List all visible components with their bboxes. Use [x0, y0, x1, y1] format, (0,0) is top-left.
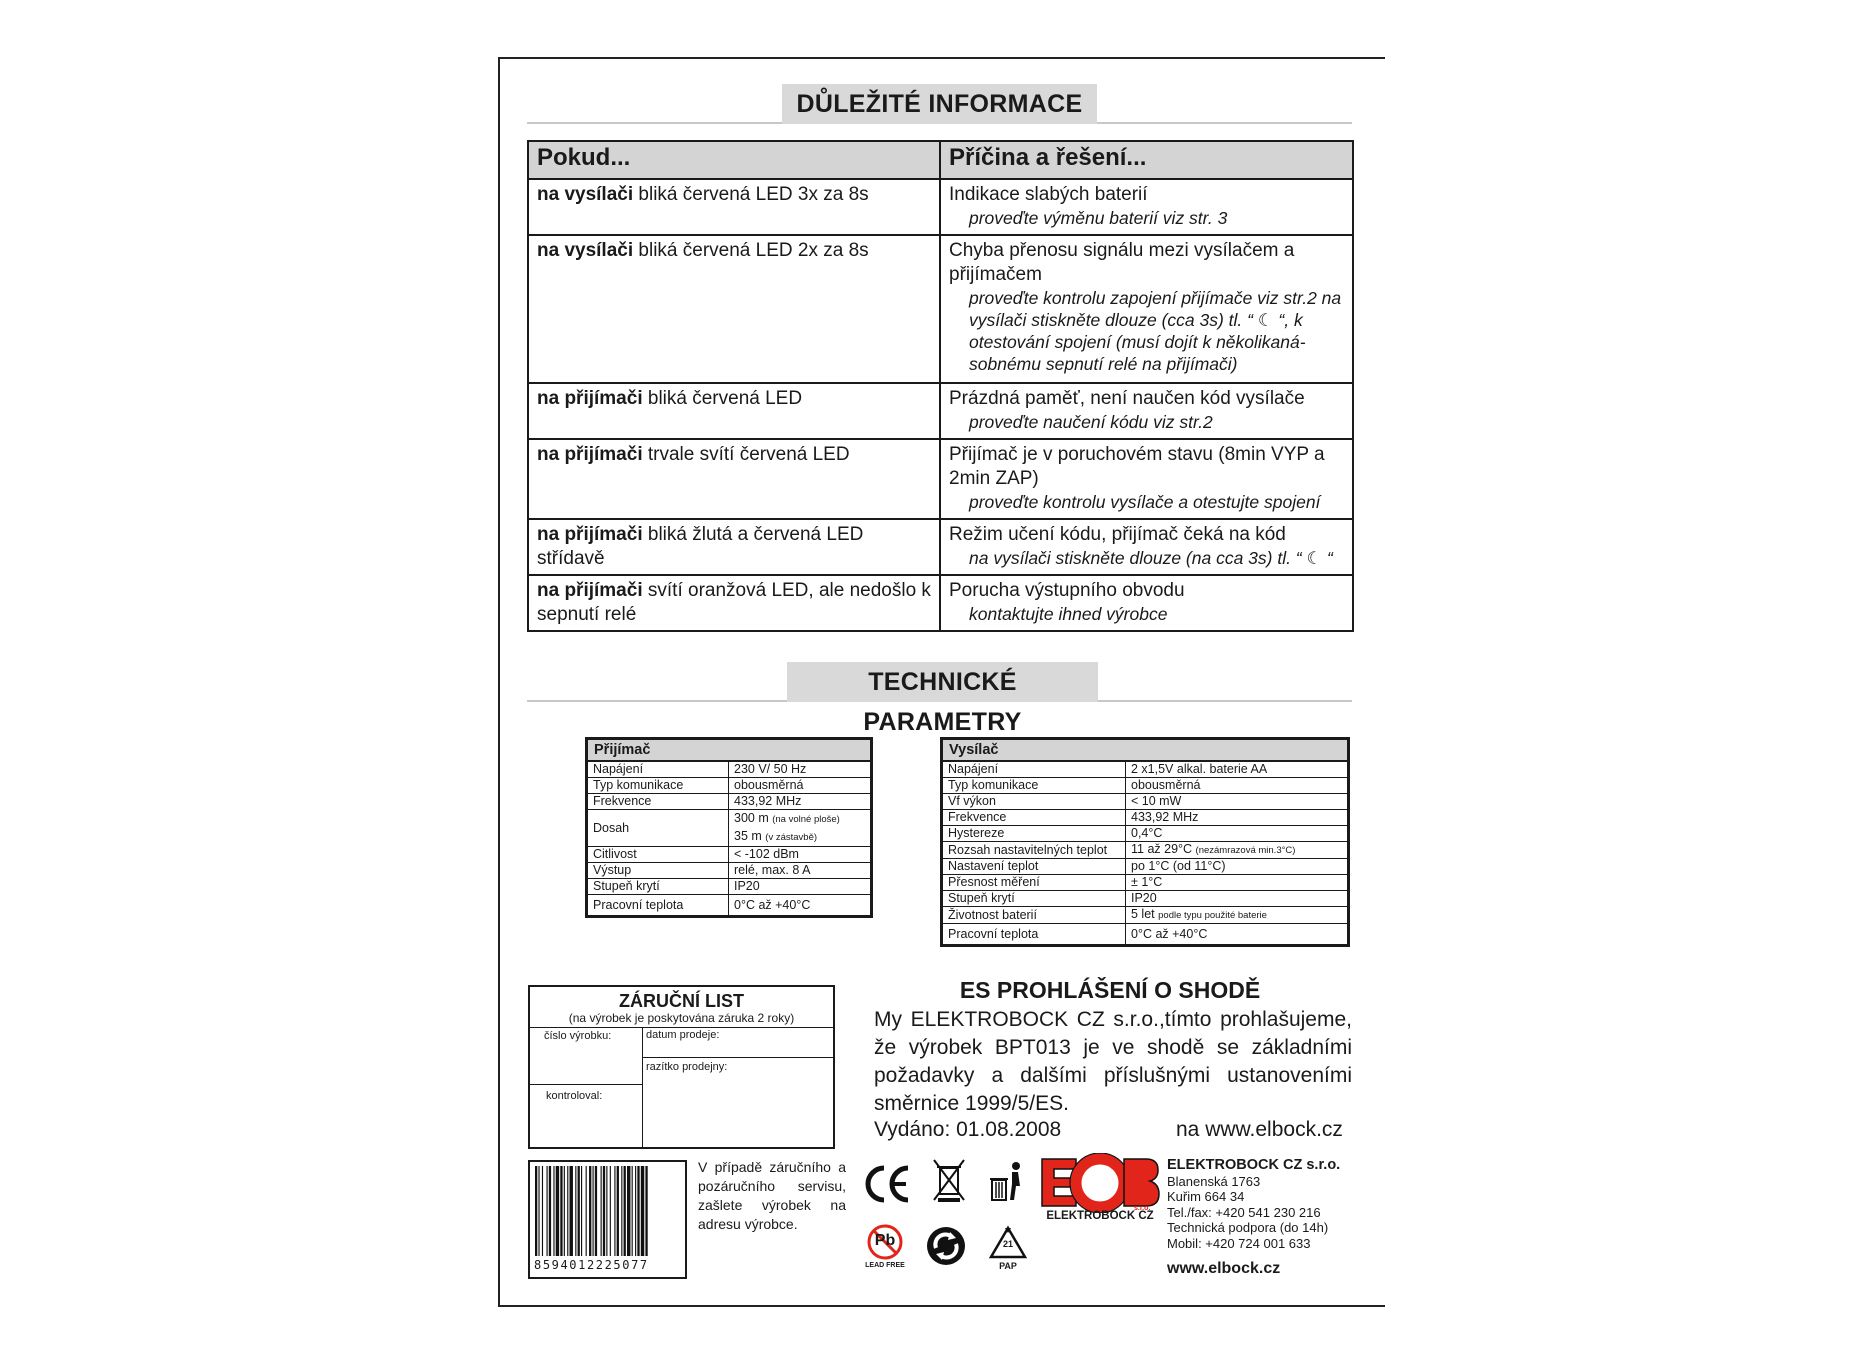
lead-free-icon — [866, 1223, 904, 1275]
warranty-subtitle: (na výrobek je poskytována záruka 2 roky) — [568, 1011, 795, 1025]
barcode-bar — [553, 1166, 554, 1256]
temp-range: 11 až 29°C — [1131, 842, 1193, 856]
table-row — [942, 826, 1349, 842]
condition-device: na přijímači — [537, 580, 643, 601]
param-label: Pracovní teplota — [942, 924, 1126, 946]
table-row — [942, 907, 1349, 924]
barcode-bars — [535, 1166, 680, 1258]
barcode-bar — [637, 1166, 639, 1256]
divider — [642, 1027, 643, 1147]
cause-cell — [940, 519, 1353, 575]
param-label: Typ komunikace — [942, 778, 1126, 794]
table-row — [587, 794, 872, 810]
barcode-bar — [614, 1166, 615, 1256]
solution-hint: proveďte výměnu baterií viz str. 3 — [969, 208, 1228, 228]
company-street: Blanenská 1763 — [1167, 1173, 1261, 1189]
solution-hint: proveďte kontrolu zapojení přijímače viz str.2 na vysílači stiskněte dlouze (cca 3s) tl. “ ☾ “, k otestování spojení (musí dojít k několikaná-sobnému sepnutí relé na přijímači) — [969, 288, 1342, 374]
table-row — [528, 383, 1353, 439]
table-row — [942, 924, 1349, 946]
param-value: 2 x1,5V alkal. baterie AA — [1126, 761, 1349, 778]
table-row — [587, 778, 872, 794]
param-value: obousměrná — [729, 778, 872, 794]
cause-text: Režim učení kódu, přijímač čeká na kód — [949, 524, 1286, 545]
section-title-important: DŮLEŽITÉ INFORMACE — [782, 84, 1097, 124]
barcode-bar — [595, 1166, 597, 1256]
barcode-bar — [624, 1166, 626, 1256]
table-row — [942, 842, 1349, 859]
cause-text: Prázdná paměť, není naučen kód vysílače — [949, 388, 1305, 409]
column-header-if: Pokud... — [528, 141, 940, 179]
param-label: Hystereze — [942, 826, 1126, 842]
barcode-bar — [589, 1166, 591, 1256]
elektrobock-logo — [1038, 1153, 1160, 1223]
cause-cell — [940, 179, 1353, 235]
divider — [530, 1027, 833, 1028]
table-row — [528, 179, 1353, 235]
param-label: Přesnost měření — [942, 875, 1126, 891]
stamp-label: razítko prodejny: — [646, 1061, 728, 1073]
checked-by-label: kontroloval: — [546, 1090, 603, 1102]
param-value — [729, 810, 872, 847]
company-address — [1167, 1158, 1340, 1277]
pb-label: Pb — [874, 1232, 896, 1249]
column-header-cause: Příčina a řešení... — [940, 141, 1353, 179]
table-row — [942, 859, 1349, 875]
transmitter-title: Vysílač — [942, 739, 1349, 762]
barcode-bar — [593, 1166, 594, 1256]
barcode-bar — [556, 1166, 559, 1256]
param-label: Nastavení teplot — [942, 859, 1126, 875]
param-value: po 1°C (od 11°C) — [1126, 859, 1349, 875]
battery-life-note: podle typu použité baterie — [1158, 910, 1267, 921]
condition-cell — [528, 235, 940, 383]
company-name: ELEKTROBOCK CZ s.r.o. — [1167, 1157, 1341, 1173]
transmitter-params-table — [940, 737, 1350, 947]
param-label: Vf výkon — [942, 794, 1126, 810]
param-value: ± 1°C — [1126, 875, 1349, 891]
table-row — [942, 794, 1349, 810]
param-label: Frekvence — [942, 810, 1126, 826]
param-label: Napájení — [942, 761, 1126, 778]
crossed-bin-icon — [932, 1158, 966, 1204]
condition-text: bliká žlutá a červená LED střídavě — [537, 524, 864, 569]
table-row — [528, 439, 1353, 519]
condition-text: bliká červená LED — [642, 388, 803, 409]
warranty-title: ZÁRUČNÍ LIST — [619, 991, 744, 1011]
condition-text: trvale svítí červená LED — [642, 444, 850, 465]
recycle-pap-icon — [988, 1225, 1028, 1275]
page-frame-top — [498, 57, 1385, 59]
company-support: Technická podpora (do 14h) — [1167, 1220, 1329, 1235]
condition-text: bliká červená LED 3x za 8s — [633, 184, 869, 205]
barcode-bar — [632, 1166, 633, 1256]
barcode-bar — [567, 1166, 568, 1256]
warranty-card — [528, 985, 835, 1149]
temp-range-note: (nezámrazová min.3°C) — [1195, 845, 1296, 856]
param-value: relé, max. 8 A — [729, 863, 872, 879]
company-city: Kuřim 664 34 — [1167, 1189, 1245, 1204]
condition-cell — [528, 519, 940, 575]
barcode-bar — [635, 1166, 636, 1256]
param-label: Výstup — [587, 863, 729, 879]
battery-life: 5 let — [1131, 907, 1155, 921]
param-value: 0°C až +40°C — [729, 895, 872, 917]
barcode-bar — [617, 1166, 619, 1256]
condition-device: na přijímači — [537, 524, 643, 545]
elektrobock-logo-graphic — [1038, 1153, 1160, 1213]
receiver-params-table — [585, 737, 873, 918]
barcode-bar — [603, 1166, 605, 1256]
ce-mark-icon — [864, 1162, 912, 1206]
param-label: Pracovní teplota — [587, 895, 729, 917]
barcode-bar — [570, 1166, 573, 1256]
table-header-row — [528, 141, 1353, 179]
table-row — [942, 761, 1349, 778]
troubleshooting-table — [527, 140, 1354, 632]
table-row — [528, 519, 1353, 575]
table-row — [942, 778, 1349, 794]
barcode-bar — [560, 1166, 562, 1256]
barcode-number: 8594012225077 — [534, 1258, 649, 1272]
company-mobile: Mobil: +420 724 001 633 — [1167, 1235, 1311, 1251]
service-text: V případě záručního a pozáručního servisu, zašlete výrobek na adresu výrobce. — [698, 1159, 846, 1232]
page-frame-left — [498, 57, 500, 1307]
param-value: IP20 — [729, 879, 872, 895]
divider — [530, 1084, 642, 1085]
condition-device: na přijímači — [537, 388, 643, 409]
condition-device: na vysílači — [537, 240, 634, 261]
param-value — [1126, 907, 1349, 924]
table-row — [942, 875, 1349, 891]
barcode-bar — [549, 1166, 551, 1256]
param-label: Citlivost — [587, 847, 729, 863]
table-row — [587, 761, 872, 778]
divider — [642, 1057, 833, 1058]
cause-text: Indikace slabých baterií — [949, 184, 1148, 205]
barcode-bar — [601, 1166, 602, 1256]
param-label: Životnost baterií — [942, 907, 1126, 924]
condition-text: svítí oranžová LED, ale nedošlo k sepnutí relé — [537, 580, 931, 625]
page-frame-bottom — [498, 1305, 1385, 1307]
param-label: Stupeň krytí — [942, 891, 1126, 907]
barcode-bar — [627, 1166, 630, 1256]
solution-hint: proveďte naučení kódu viz str.2 — [969, 412, 1213, 432]
condition-cell — [528, 439, 940, 519]
barcode-bar — [606, 1166, 607, 1256]
barcode-bar — [564, 1166, 565, 1256]
table-row — [587, 810, 872, 847]
param-label: Frekvence — [587, 794, 729, 810]
barcode-bar — [578, 1166, 580, 1256]
barcode-bar — [535, 1166, 537, 1256]
param-value: 230 V/ 50 Hz — [729, 761, 872, 778]
param-value: IP20 — [1126, 891, 1349, 907]
param-label: Napájení — [587, 761, 729, 778]
barcode — [528, 1160, 687, 1279]
param-label: Stupeň krytí — [587, 879, 729, 895]
param-value — [1126, 842, 1349, 859]
condition-device: na vysílači — [537, 184, 634, 205]
cause-cell — [940, 575, 1353, 631]
param-value: < -102 dBm — [729, 847, 872, 863]
barcode-bar — [538, 1166, 539, 1256]
company-phone: Tel./fax: +420 541 230 216 — [1167, 1204, 1321, 1220]
condition-cell — [528, 179, 940, 235]
cause-cell — [940, 439, 1353, 519]
declaration-text: My ELEKTROBOCK CZ s.r.o.,tímto prohlašujeme, že výrobek BPT013 je ve shodě se základními požadavky a dalšími příslušnými ustanoveními směrnice 1999/5/ES. — [874, 1008, 1352, 1115]
barcode-bar — [641, 1166, 644, 1256]
section-title-technical: TECHNICKÉ PARAMETRY — [787, 662, 1098, 702]
barcode-bar — [610, 1166, 611, 1256]
cause-text: Porucha výstupního obvodu — [949, 580, 1185, 601]
logo-label: ELEKTROBOCK CZ — [1046, 1210, 1154, 1222]
receiver-title: Přijímač — [587, 739, 872, 762]
declaration-issued: Vydáno: 01.08.2008 — [874, 1118, 1062, 1141]
param-label: Typ komunikace — [587, 778, 729, 794]
range-built: 35 m — [734, 829, 762, 843]
pap-label: PAP — [999, 1261, 1017, 1271]
sale-date-label: datum prodeje: — [646, 1029, 720, 1041]
table-row — [528, 575, 1353, 631]
param-value: < 10 mW — [1126, 794, 1349, 810]
condition-text: bliká červená LED 2x za 8s — [633, 240, 869, 261]
table-row — [587, 879, 872, 895]
range-open-note: (na volné ploše) — [772, 814, 840, 825]
table-row — [942, 891, 1349, 907]
barcode-bar — [575, 1166, 576, 1256]
barcode-bar — [621, 1166, 622, 1256]
barcode-bar — [547, 1166, 548, 1256]
solution-hint: na vysílači stiskněte dlouze (na cca 3s) tl. “ ☾ “ — [969, 548, 1333, 568]
green-dot-icon — [926, 1226, 966, 1266]
company-web-link[interactable]: www.elbock.cz — [1167, 1260, 1281, 1277]
tidy-man-icon — [990, 1160, 1024, 1204]
serial-label: číslo výrobku: — [544, 1030, 612, 1042]
table-row — [587, 895, 872, 917]
pap-number: 21 — [1002, 1239, 1013, 1249]
lead-free-label: LEAD FREE — [865, 1262, 905, 1269]
barcode-bar — [542, 1166, 543, 1256]
condition-cell — [528, 575, 940, 631]
logo-suffix: s.r.o. — [1134, 1205, 1151, 1212]
cause-cell — [940, 235, 1353, 383]
param-label: Dosah — [587, 810, 729, 847]
param-label: Rozsah nastavitelných teplot — [942, 842, 1126, 859]
solution-hint: proveďte kontrolu vysílače a otestujte spojení — [969, 492, 1321, 512]
table-row — [587, 847, 872, 863]
condition-device: na přijímači — [537, 444, 643, 465]
cause-cell — [940, 383, 1353, 439]
range-open: 300 m — [734, 811, 769, 825]
cause-text: Chyba přenosu signálu mezi vysílačem a přijímačem — [949, 240, 1295, 285]
barcode-bar — [581, 1166, 582, 1256]
param-value: 433,92 MHz — [1126, 810, 1349, 826]
param-value: obousměrná — [1126, 778, 1349, 794]
param-value: 433,92 MHz — [729, 794, 872, 810]
table-row — [587, 863, 872, 879]
barcode-bar — [586, 1166, 587, 1256]
range-built-note: (v zástavbě) — [765, 832, 818, 843]
solution-hint: kontaktujte ihned výrobce — [969, 604, 1168, 624]
barcode-bar — [645, 1166, 647, 1256]
declaration-title: ES PROHLÁŠENÍ O SHODĚ — [959, 977, 1261, 1003]
param-value: 0°C až +40°C — [1126, 924, 1349, 946]
cause-text: Přijímač je v poruchovém stavu (8min VYP a 2min ZAP) — [949, 444, 1325, 489]
table-row — [528, 235, 1353, 383]
param-value: 0,4°C — [1126, 826, 1349, 842]
declaration-web: na www.elbock.cz — [1176, 1118, 1343, 1141]
table-row — [942, 810, 1349, 826]
condition-cell — [528, 383, 940, 439]
